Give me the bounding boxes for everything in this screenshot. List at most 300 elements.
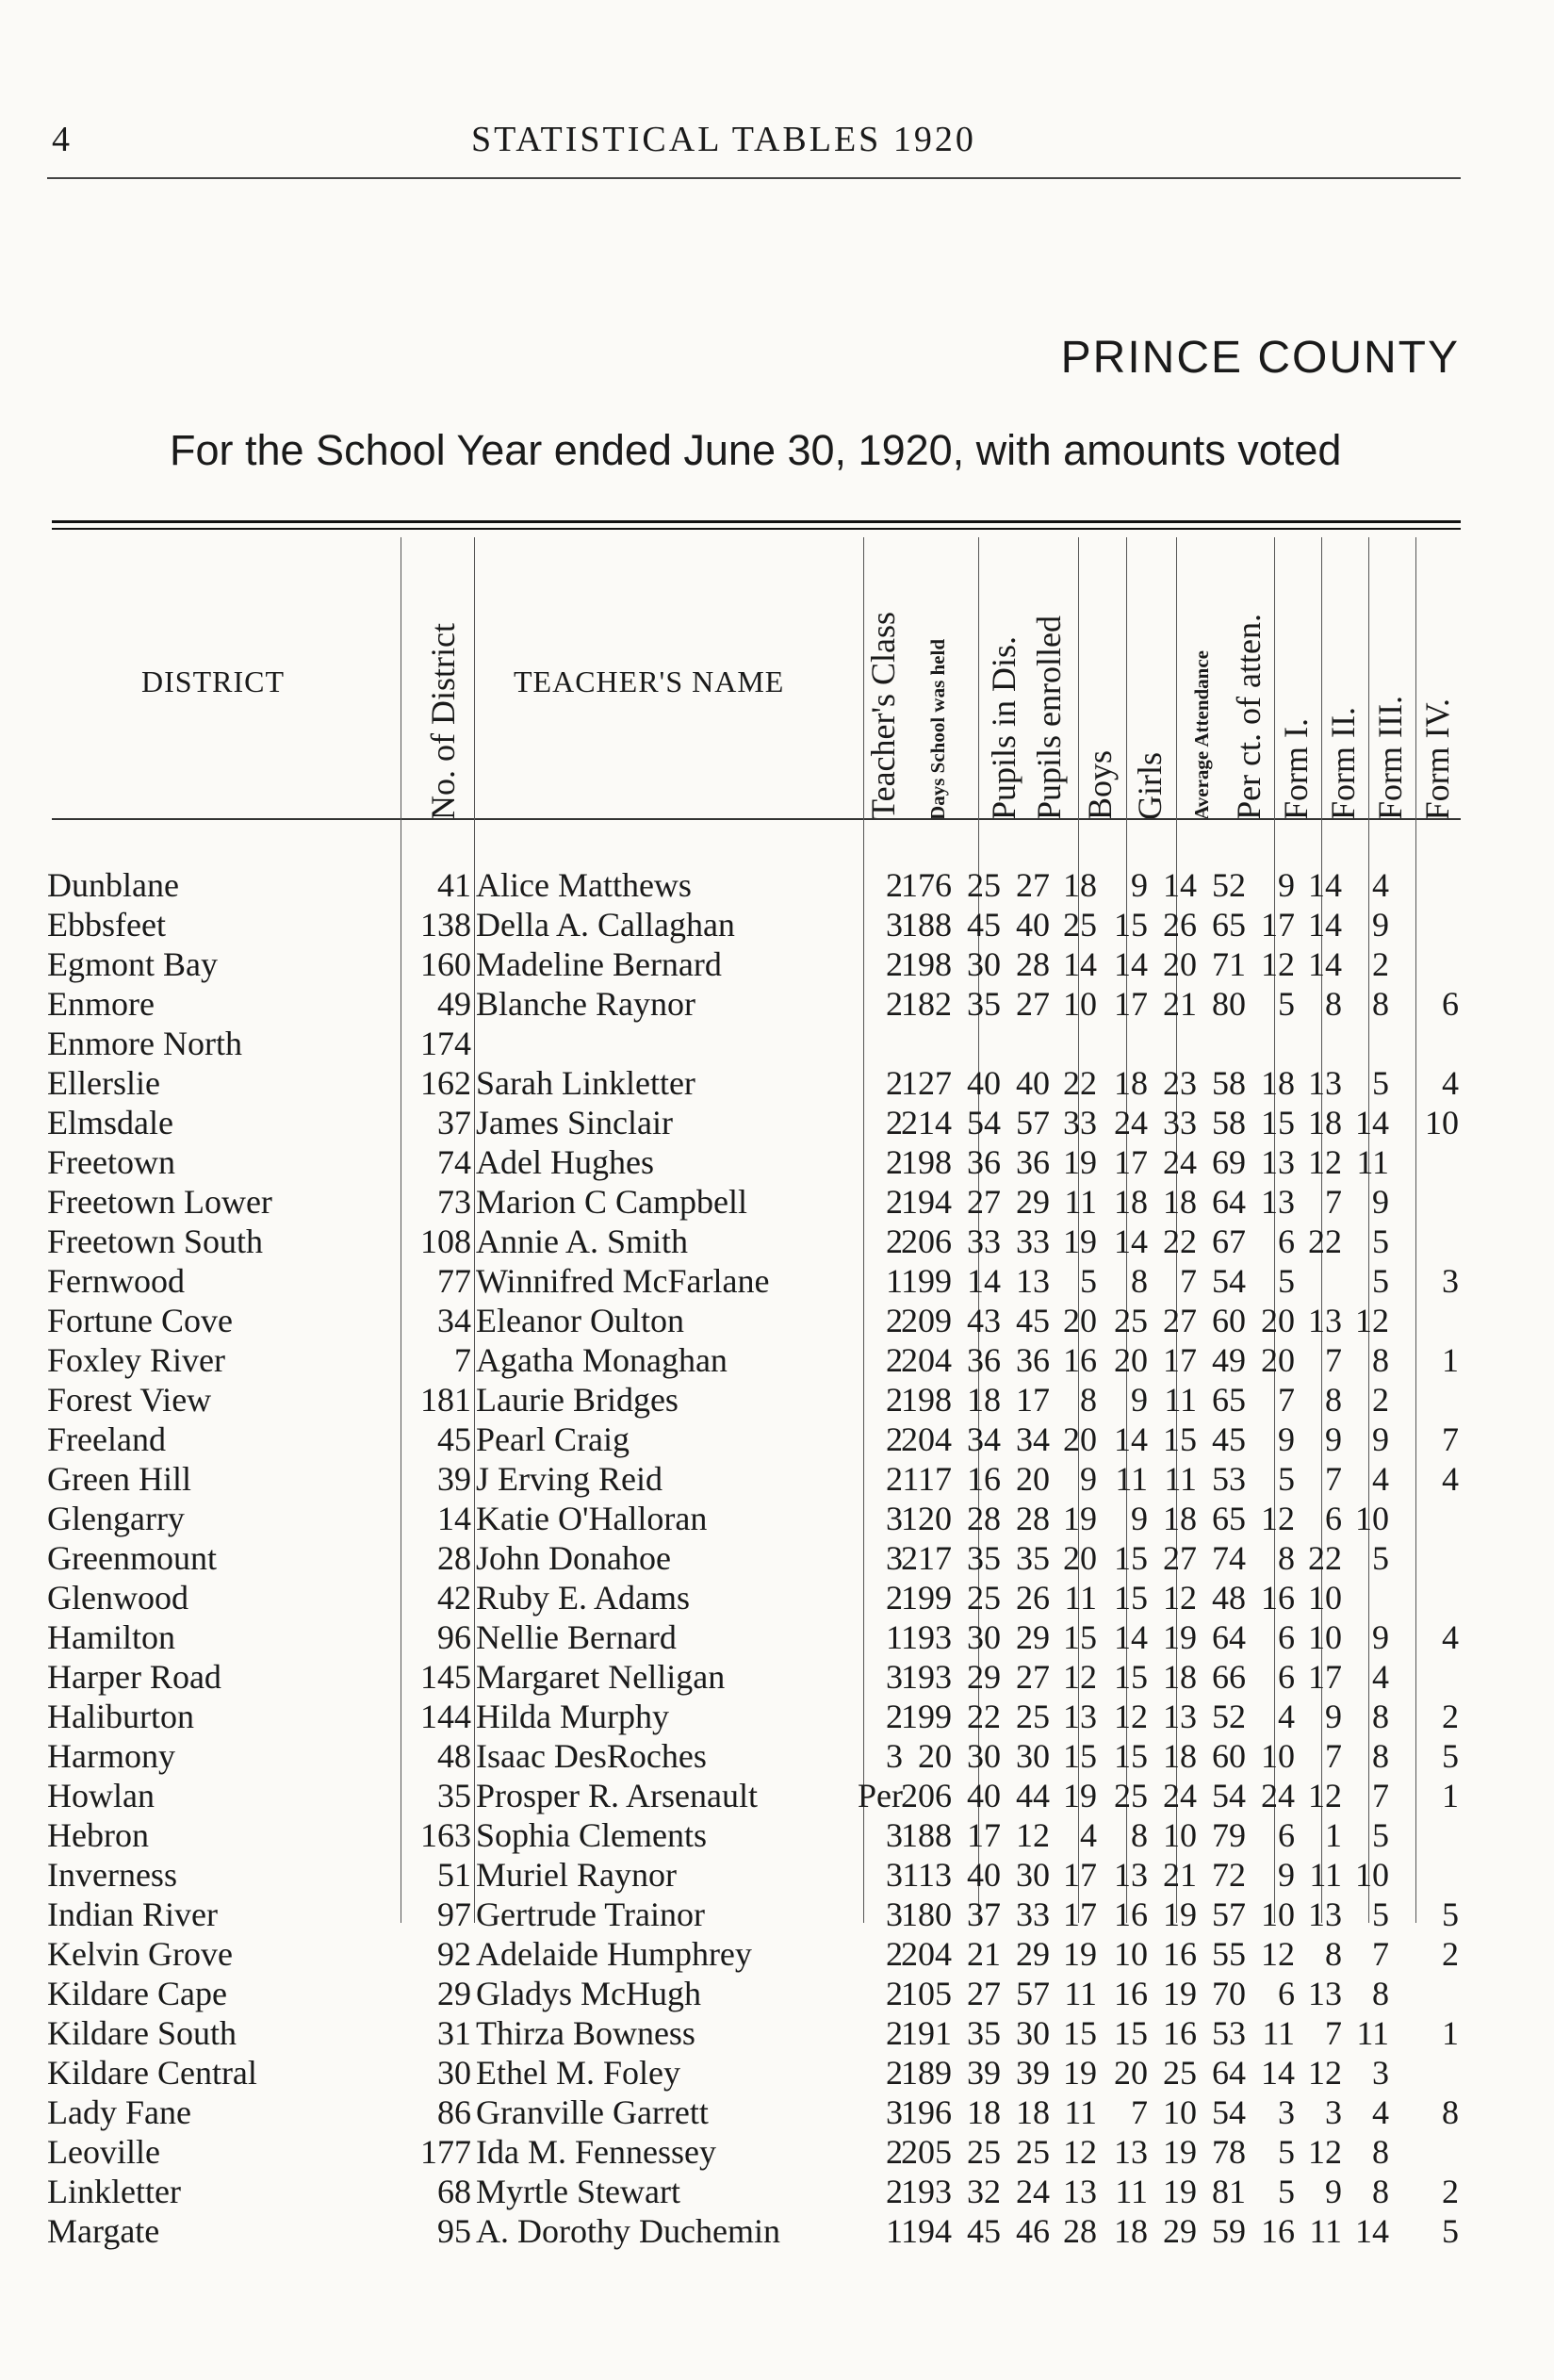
boys-cell: 22 bbox=[1063, 1064, 1097, 1102]
district-number-cell: 29 bbox=[437, 1975, 471, 2012]
form-2-cell: 11 bbox=[1309, 1856, 1342, 1894]
percent-attendance-cell: 53 bbox=[1212, 1460, 1246, 1498]
days-held-cell: 204 bbox=[901, 1420, 952, 1458]
boys-cell: 11 bbox=[1064, 1183, 1097, 1221]
form-2-cell: 12 bbox=[1308, 2054, 1342, 2092]
pupils-in-dis-cell: 25 bbox=[967, 1579, 1001, 1617]
days-held-cell: 188 bbox=[901, 1816, 952, 1854]
percent-attendance-cell: 54 bbox=[1212, 1262, 1246, 1300]
teachers-class-cell: Per bbox=[858, 1777, 903, 1814]
form-2-cell: 13 bbox=[1308, 1896, 1342, 1933]
girls-cell: 18 bbox=[1114, 2212, 1148, 2250]
teacher-name-cell: Adel Hughes bbox=[476, 1143, 654, 1181]
column-header-form-1: Form I. bbox=[1277, 718, 1315, 820]
teacher-name-cell: Gertrude Trainor bbox=[476, 1896, 705, 1933]
percent-attendance-cell: 74 bbox=[1212, 1539, 1246, 1577]
form-3-cell: 2 bbox=[1372, 945, 1389, 983]
girls-cell: 7 bbox=[1131, 2093, 1148, 2131]
average-attendance-cell: 13 bbox=[1163, 1698, 1197, 1735]
form-1-cell: 24 bbox=[1261, 1777, 1295, 1814]
district-cell: Glengarry bbox=[47, 1500, 185, 1537]
average-attendance-cell: 21 bbox=[1163, 985, 1197, 1023]
column-header-days-held: Days School was held bbox=[925, 639, 949, 820]
table-row bbox=[0, 1815, 1554, 1855]
teacher-name-cell: John Donahoe bbox=[476, 1539, 671, 1577]
boys-cell: 19 bbox=[1063, 1500, 1097, 1537]
form-2-cell: 7 bbox=[1325, 1183, 1342, 1221]
boys-cell: 25 bbox=[1063, 906, 1097, 944]
district-cell: Lady Fane bbox=[47, 2093, 191, 2131]
form-4-cell: 4 bbox=[1442, 1618, 1459, 1656]
average-attendance-cell: 24 bbox=[1163, 1777, 1197, 1814]
table-row bbox=[0, 1538, 1554, 1578]
percent-attendance-cell: 52 bbox=[1212, 1698, 1246, 1735]
district-cell: Dunblane bbox=[47, 866, 179, 904]
girls-cell: 14 bbox=[1114, 1420, 1148, 1458]
pupils-enrolled-cell: 29 bbox=[1016, 1183, 1050, 1221]
district-number-cell: 51 bbox=[437, 1856, 471, 1894]
form-4-cell: 5 bbox=[1442, 1896, 1459, 1933]
form-3-cell: 9 bbox=[1372, 906, 1389, 944]
form-3-cell: 7 bbox=[1372, 1935, 1389, 1973]
boys-cell: 5 bbox=[1080, 1262, 1097, 1300]
district-cell: Greenmount bbox=[47, 1539, 217, 1577]
teacher-name-cell: J Erving Reid bbox=[476, 1460, 662, 1498]
district-cell: Margate bbox=[47, 2212, 160, 2250]
form-4-cell: 1 bbox=[1442, 2014, 1459, 2052]
form-1-cell: 5 bbox=[1278, 1262, 1295, 1300]
girls-cell: 25 bbox=[1114, 1302, 1148, 1339]
pupils-enrolled-cell: 57 bbox=[1016, 1975, 1050, 2012]
average-attendance-cell: 25 bbox=[1163, 2054, 1197, 2092]
column-header-form-2: Form II. bbox=[1324, 707, 1362, 820]
table-row bbox=[0, 1301, 1554, 1340]
form-3-cell: 3 bbox=[1372, 2054, 1389, 2092]
girls-cell: 25 bbox=[1114, 1777, 1148, 1814]
pupils-enrolled-cell: 36 bbox=[1016, 1143, 1050, 1181]
district-number-cell: 31 bbox=[437, 2014, 471, 2052]
average-attendance-cell: 14 bbox=[1163, 866, 1197, 904]
pupils-enrolled-cell: 27 bbox=[1016, 866, 1050, 904]
district-cell: Foxley River bbox=[47, 1341, 225, 1379]
form-4-cell: 1 bbox=[1442, 1341, 1459, 1379]
boys-cell: 33 bbox=[1063, 1104, 1097, 1141]
pupils-enrolled-cell: 17 bbox=[1016, 1381, 1050, 1419]
form-2-cell: 7 bbox=[1325, 1460, 1342, 1498]
form-4-cell: 2 bbox=[1442, 1935, 1459, 1973]
pupils-in-dis-cell: 22 bbox=[967, 1698, 1001, 1735]
form-3-cell: 8 bbox=[1372, 1975, 1389, 2012]
percent-attendance-cell: 58 bbox=[1212, 1064, 1246, 1102]
district-number-cell: 30 bbox=[437, 2054, 471, 2092]
pupils-in-dis-cell: 30 bbox=[967, 1618, 1001, 1656]
form-2-cell: 14 bbox=[1308, 866, 1342, 904]
pupils-enrolled-cell: 45 bbox=[1016, 1302, 1050, 1339]
average-attendance-cell: 11 bbox=[1164, 1460, 1197, 1498]
girls-cell: 14 bbox=[1114, 945, 1148, 983]
form-3-cell: 8 bbox=[1372, 2173, 1389, 2210]
form-4-cell: 6 bbox=[1442, 985, 1459, 1023]
days-held-cell: 196 bbox=[901, 2093, 952, 2131]
boys-cell: 11 bbox=[1064, 1579, 1097, 1617]
average-attendance-cell: 18 bbox=[1163, 1500, 1197, 1537]
boys-cell: 15 bbox=[1063, 2014, 1097, 2052]
column-header-average-attendance: Average Attendance bbox=[1189, 650, 1213, 820]
teachers-class-cell: 2 bbox=[886, 1420, 903, 1458]
table-row bbox=[0, 1578, 1554, 1617]
average-attendance-cell: 19 bbox=[1163, 1896, 1197, 1933]
average-attendance-cell: 27 bbox=[1163, 1539, 1197, 1577]
form-2-cell: 14 bbox=[1308, 945, 1342, 983]
form-1-cell: 15 bbox=[1261, 1104, 1295, 1141]
form-3-cell: 7 bbox=[1372, 1777, 1389, 1814]
percent-attendance-cell: 48 bbox=[1212, 1579, 1246, 1617]
district-number-cell: 49 bbox=[437, 985, 471, 1023]
table-row bbox=[0, 1222, 1554, 1261]
teachers-class-cell: 3 bbox=[886, 1658, 903, 1696]
district-number-cell: 37 bbox=[437, 1104, 471, 1141]
teacher-name-cell: Sophia Clements bbox=[476, 1816, 707, 1854]
form-1-cell: 10 bbox=[1261, 1896, 1295, 1933]
county-title: PRINCE COUNTY bbox=[1060, 333, 1460, 383]
teachers-class-cell: 2 bbox=[886, 1143, 903, 1181]
form-2-cell: 22 bbox=[1308, 1539, 1342, 1577]
girls-cell: 14 bbox=[1114, 1618, 1148, 1656]
form-2-cell: 6 bbox=[1325, 1500, 1342, 1537]
form-1-cell: 16 bbox=[1261, 1579, 1295, 1617]
average-attendance-cell: 19 bbox=[1163, 1975, 1197, 2012]
average-attendance-cell: 10 bbox=[1163, 1816, 1197, 1854]
pupils-in-dis-cell: 40 bbox=[967, 1856, 1001, 1894]
teachers-class-cell: 3 bbox=[886, 2093, 903, 2131]
form-2-cell: 12 bbox=[1308, 1143, 1342, 1181]
percent-attendance-cell: 52 bbox=[1212, 866, 1246, 904]
teachers-class-cell: 2 bbox=[886, 1341, 903, 1379]
table-row bbox=[0, 1855, 1554, 1895]
form-2-cell: 17 bbox=[1308, 1658, 1342, 1696]
percent-attendance-cell: 67 bbox=[1212, 1223, 1246, 1260]
district-number-cell: 68 bbox=[437, 2173, 471, 2210]
pupils-enrolled-cell: 33 bbox=[1016, 1223, 1050, 1260]
district-cell: Leoville bbox=[47, 2133, 160, 2171]
boys-cell: 19 bbox=[1063, 1143, 1097, 1181]
page-number: 4 bbox=[52, 120, 70, 159]
average-attendance-cell: 19 bbox=[1163, 2133, 1197, 2171]
girls-cell: 13 bbox=[1114, 1856, 1148, 1894]
table-row bbox=[0, 1142, 1554, 1182]
average-attendance-cell: 21 bbox=[1163, 1856, 1197, 1894]
district-number-cell: 145 bbox=[420, 1658, 471, 1696]
district-cell: Haliburton bbox=[47, 1698, 194, 1735]
teachers-class-cell: 2 bbox=[886, 1975, 903, 2012]
boys-cell: 14 bbox=[1063, 945, 1097, 983]
days-held-cell: 193 bbox=[901, 2173, 952, 2210]
percent-attendance-cell: 60 bbox=[1212, 1737, 1246, 1775]
pupils-in-dis-cell: 40 bbox=[967, 1064, 1001, 1102]
form-2-cell: 7 bbox=[1325, 2014, 1342, 2052]
district-cell: Egmont Bay bbox=[47, 945, 218, 983]
pupils-in-dis-cell: 37 bbox=[967, 1896, 1001, 1933]
district-cell: Forest View bbox=[47, 1381, 212, 1419]
girls-cell: 11 bbox=[1115, 2173, 1148, 2210]
form-3-cell: 9 bbox=[1372, 1618, 1389, 1656]
days-held-cell: 193 bbox=[901, 1658, 952, 1696]
days-held-cell: 105 bbox=[901, 1975, 952, 2012]
teacher-name-cell: Della A. Callaghan bbox=[476, 906, 735, 944]
teachers-class-cell: 3 bbox=[886, 1737, 903, 1775]
form-1-cell: 16 bbox=[1261, 2212, 1295, 2250]
header-bottom-rule bbox=[52, 818, 1461, 820]
average-attendance-cell: 7 bbox=[1180, 1262, 1197, 1300]
district-number-cell: 96 bbox=[437, 1618, 471, 1656]
average-attendance-cell: 24 bbox=[1163, 1143, 1197, 1181]
district-cell: Enmore bbox=[47, 985, 155, 1023]
form-3-cell: 4 bbox=[1372, 1460, 1389, 1498]
table-row bbox=[0, 2211, 1554, 2251]
average-attendance-cell: 22 bbox=[1163, 1223, 1197, 1260]
teachers-class-cell: 2 bbox=[886, 1223, 903, 1260]
form-2-cell: 7 bbox=[1325, 1737, 1342, 1775]
form-3-cell: 8 bbox=[1372, 985, 1389, 1023]
table-row bbox=[0, 905, 1554, 944]
boys-cell: 16 bbox=[1063, 1341, 1097, 1379]
form-3-cell: 14 bbox=[1355, 2212, 1389, 2250]
boys-cell: 19 bbox=[1063, 2054, 1097, 2092]
teacher-name-cell: A. Dorothy Duchemin bbox=[476, 2212, 780, 2250]
form-1-cell: 20 bbox=[1261, 1341, 1295, 1379]
days-held-cell: 209 bbox=[901, 1302, 952, 1339]
pupils-in-dis-cell: 16 bbox=[967, 1460, 1001, 1498]
district-cell: Freetown bbox=[47, 1143, 175, 1181]
pupils-in-dis-cell: 35 bbox=[967, 985, 1001, 1023]
district-cell: Freetown Lower bbox=[47, 1183, 272, 1221]
pupils-in-dis-cell: 39 bbox=[967, 2054, 1001, 2092]
table-row bbox=[0, 1657, 1554, 1697]
form-3-cell: 8 bbox=[1372, 2133, 1389, 2171]
form-1-cell: 6 bbox=[1278, 1223, 1295, 1260]
form-3-cell: 5 bbox=[1372, 1064, 1389, 1102]
form-1-cell: 6 bbox=[1278, 1618, 1295, 1656]
form-2-cell: 3 bbox=[1325, 2093, 1342, 2131]
days-held-cell: 204 bbox=[901, 1935, 952, 1973]
form-2-cell: 9 bbox=[1325, 1698, 1342, 1735]
teachers-class-cell: 3 bbox=[886, 1500, 903, 1537]
percent-attendance-cell: 81 bbox=[1212, 2173, 1246, 2210]
days-held-cell: 176 bbox=[901, 866, 952, 904]
pupils-in-dis-cell: 21 bbox=[967, 1935, 1001, 1973]
pupils-in-dis-cell: 45 bbox=[967, 906, 1001, 944]
boys-cell: 18 bbox=[1063, 866, 1097, 904]
girls-cell: 9 bbox=[1131, 1381, 1148, 1419]
form-4-cell: 5 bbox=[1442, 2212, 1459, 2250]
form-3-cell: 5 bbox=[1372, 1816, 1389, 1854]
girls-cell: 20 bbox=[1114, 1341, 1148, 1379]
teachers-class-cell: 2 bbox=[886, 1935, 903, 1973]
form-4-cell: 1 bbox=[1442, 1777, 1459, 1814]
pupils-enrolled-cell: 28 bbox=[1016, 945, 1050, 983]
district-number-cell: 97 bbox=[437, 1896, 471, 1933]
district-cell: Freetown South bbox=[47, 1223, 263, 1260]
teachers-class-cell: 2 bbox=[886, 2054, 903, 2092]
teacher-name-cell: Ethel M. Foley bbox=[476, 2054, 680, 2092]
teacher-name-cell: Isaac DesRoches bbox=[476, 1737, 707, 1775]
teachers-class-cell: 2 bbox=[886, 2173, 903, 2210]
column-header-teacher-name: TEACHER'S NAME bbox=[514, 665, 785, 698]
pupils-in-dis-cell: 18 bbox=[967, 2093, 1001, 2131]
average-attendance-cell: 18 bbox=[1163, 1737, 1197, 1775]
girls-cell: 18 bbox=[1114, 1064, 1148, 1102]
girls-cell: 20 bbox=[1114, 2054, 1148, 2092]
days-held-cell: 204 bbox=[901, 1341, 952, 1379]
percent-attendance-cell: 59 bbox=[1212, 2212, 1246, 2250]
pupils-in-dis-cell: 30 bbox=[967, 945, 1001, 983]
table-top-rule bbox=[52, 520, 1461, 523]
table-row bbox=[0, 2172, 1554, 2211]
teacher-name-cell: Granville Garrett bbox=[476, 2093, 709, 2131]
boys-cell: 28 bbox=[1063, 2212, 1097, 2250]
pupils-enrolled-cell: 46 bbox=[1016, 2212, 1050, 2250]
teacher-name-cell: Alice Matthews bbox=[476, 866, 692, 904]
percent-attendance-cell: 65 bbox=[1212, 1500, 1246, 1537]
average-attendance-cell: 33 bbox=[1163, 1104, 1197, 1141]
percent-attendance-cell: 54 bbox=[1212, 2093, 1246, 2131]
pupils-in-dis-cell: 14 bbox=[967, 1262, 1001, 1300]
table-row bbox=[0, 1736, 1554, 1776]
form-3-cell: 5 bbox=[1372, 1223, 1389, 1260]
teacher-name-cell: Winnifred McFarlane bbox=[476, 1262, 770, 1300]
form-3-cell: 10 bbox=[1355, 1856, 1389, 1894]
pupils-enrolled-cell: 40 bbox=[1016, 1064, 1050, 1102]
teacher-name-cell: Katie O'Halloran bbox=[476, 1500, 708, 1537]
pupils-enrolled-cell: 40 bbox=[1016, 906, 1050, 944]
form-4-cell: 8 bbox=[1442, 2093, 1459, 2131]
form-2-cell: 9 bbox=[1325, 1420, 1342, 1458]
form-1-cell: 14 bbox=[1261, 2054, 1295, 2092]
district-number-cell: 34 bbox=[437, 1302, 471, 1339]
average-attendance-cell: 20 bbox=[1163, 945, 1197, 983]
percent-attendance-cell: 53 bbox=[1212, 2014, 1246, 2052]
district-cell: Enmore North bbox=[47, 1025, 242, 1062]
form-3-cell: 11 bbox=[1356, 2014, 1389, 2052]
days-held-cell: 117 bbox=[902, 1460, 952, 1498]
percent-attendance-cell: 57 bbox=[1212, 1896, 1246, 1933]
percent-attendance-cell: 64 bbox=[1212, 1618, 1246, 1656]
form-1-cell: 11 bbox=[1262, 2014, 1295, 2052]
teacher-name-cell: Ruby E. Adams bbox=[476, 1579, 691, 1617]
table-row bbox=[0, 1340, 1554, 1380]
teacher-name-cell: Margaret Nelligan bbox=[476, 1658, 726, 1696]
district-cell: Green Hill bbox=[47, 1460, 191, 1498]
girls-cell: 12 bbox=[1114, 1698, 1148, 1735]
form-1-cell: 13 bbox=[1261, 1183, 1295, 1221]
form-3-cell: 5 bbox=[1372, 1262, 1389, 1300]
form-1-cell: 5 bbox=[1278, 985, 1295, 1023]
teacher-name-cell: Blanche Raynor bbox=[476, 985, 695, 1023]
district-number-cell: 39 bbox=[437, 1460, 471, 1498]
teachers-class-cell: 3 bbox=[886, 1896, 903, 1933]
teachers-class-cell: 2 bbox=[886, 985, 903, 1023]
table-row bbox=[0, 1261, 1554, 1301]
pupils-enrolled-cell: 29 bbox=[1016, 1618, 1050, 1656]
boys-cell: 11 bbox=[1064, 2093, 1097, 2131]
form-4-cell: 2 bbox=[1442, 2173, 1459, 2210]
boys-cell: 8 bbox=[1080, 1381, 1097, 1419]
form-3-cell: 8 bbox=[1372, 1341, 1389, 1379]
days-held-cell: 180 bbox=[901, 1896, 952, 1933]
teachers-class-cell: 2 bbox=[886, 1104, 903, 1141]
form-4-cell: 3 bbox=[1442, 1262, 1459, 1300]
form-1-cell: 12 bbox=[1261, 1500, 1295, 1537]
average-attendance-cell: 11 bbox=[1164, 1381, 1197, 1419]
teacher-name-cell: Ida M. Fennessey bbox=[476, 2133, 716, 2171]
percent-attendance-cell: 54 bbox=[1212, 1777, 1246, 1814]
table-subtitle: For the School Year ended June 30, 1920, with amounts voted bbox=[170, 426, 1342, 474]
district-number-cell: 144 bbox=[420, 1698, 471, 1735]
percent-attendance-cell: 71 bbox=[1212, 945, 1246, 983]
district-number-cell: 42 bbox=[437, 1579, 471, 1617]
boys-cell: 4 bbox=[1080, 1816, 1097, 1854]
pupils-in-dis-cell: 27 bbox=[967, 1183, 1001, 1221]
percent-attendance-cell: 64 bbox=[1212, 2054, 1246, 2092]
column-header-pupils-in-dis: Pupils in Dis. bbox=[985, 635, 1022, 820]
pupils-enrolled-cell: 13 bbox=[1016, 1262, 1050, 1300]
table-row bbox=[0, 1499, 1554, 1538]
table-row bbox=[0, 1063, 1554, 1103]
pupils-in-dis-cell: 18 bbox=[967, 1381, 1001, 1419]
district-cell: Harper Road bbox=[47, 1658, 221, 1696]
form-3-cell: 12 bbox=[1355, 1302, 1389, 1339]
boys-cell: 17 bbox=[1063, 1856, 1097, 1894]
pupils-enrolled-cell: 24 bbox=[1016, 2173, 1050, 2210]
teachers-class-cell: 2 bbox=[886, 1064, 903, 1102]
form-1-cell: 20 bbox=[1261, 1302, 1295, 1339]
table-row bbox=[0, 1617, 1554, 1657]
percent-attendance-cell: 49 bbox=[1212, 1341, 1246, 1379]
percent-attendance-cell: 79 bbox=[1212, 1816, 1246, 1854]
girls-cell: 15 bbox=[1114, 1579, 1148, 1617]
teachers-class-cell: 2 bbox=[886, 1460, 903, 1498]
days-held-cell: 127 bbox=[901, 1064, 952, 1102]
girls-cell: 9 bbox=[1131, 1500, 1148, 1537]
form-1-cell: 9 bbox=[1278, 866, 1295, 904]
form-2-cell: 7 bbox=[1325, 1341, 1342, 1379]
teacher-name-cell: Sarah Linkletter bbox=[476, 1064, 695, 1102]
pupils-enrolled-cell: 36 bbox=[1016, 1341, 1050, 1379]
district-cell: Freeland bbox=[47, 1420, 166, 1458]
average-attendance-cell: 29 bbox=[1163, 2212, 1197, 2250]
girls-cell: 15 bbox=[1114, 906, 1148, 944]
teachers-class-cell: 3 bbox=[886, 1539, 903, 1577]
days-held-cell: 194 bbox=[901, 2212, 952, 2250]
teachers-class-cell: 1 bbox=[886, 2212, 903, 2250]
days-held-cell: 198 bbox=[901, 1143, 952, 1181]
days-held-cell: 191 bbox=[901, 2014, 952, 2052]
pupils-in-dis-cell: 28 bbox=[967, 1500, 1001, 1537]
district-cell: Kelvin Grove bbox=[47, 1935, 233, 1973]
pupils-enrolled-cell: 25 bbox=[1016, 2133, 1050, 2171]
boys-cell: 13 bbox=[1063, 1698, 1097, 1735]
form-3-cell: 8 bbox=[1372, 1698, 1389, 1735]
district-cell: Linkletter bbox=[47, 2173, 181, 2210]
running-title: STATISTICAL TABLES 1920 bbox=[471, 120, 976, 159]
form-2-cell: 11 bbox=[1309, 2212, 1342, 2250]
girls-cell: 18 bbox=[1114, 1183, 1148, 1221]
form-1-cell: 13 bbox=[1261, 1143, 1295, 1181]
district-number-cell: 14 bbox=[437, 1500, 471, 1537]
form-1-cell: 4 bbox=[1278, 1698, 1295, 1735]
district-cell: Ellerslie bbox=[47, 1064, 160, 1102]
percent-attendance-cell: 64 bbox=[1212, 1183, 1246, 1221]
